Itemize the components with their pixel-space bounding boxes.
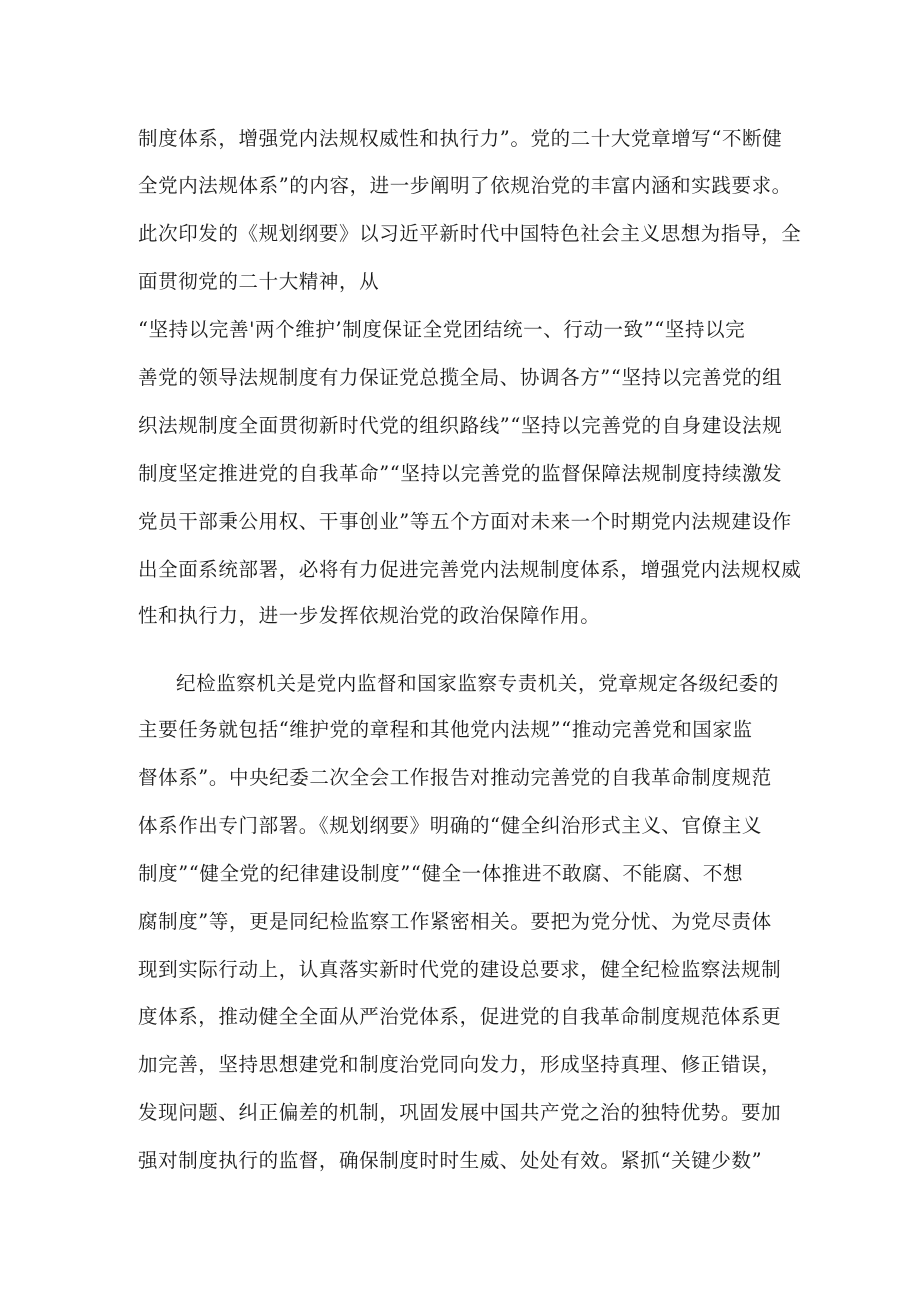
paragraph-line: 腐制度”等，更是同纪检监察工作紧密相关。要把为党分忧、为党尽责体 bbox=[138, 910, 772, 933]
paragraph-line: 督体系”。中央纪委二次全会工作报告对推动完善党的自我革命制度规范 bbox=[138, 766, 772, 789]
paragraph-line: 纪检监察机关是党内监督和国家监察专责机关，党章规定各级纪委的 bbox=[176, 672, 780, 695]
paragraph-line: 度体系，推动健全全面从严治党体系，促进党的自我革命制度规范体系更 bbox=[138, 1005, 782, 1028]
paragraph-line: 主要任务就包括“维护党的章程和其他党内法规”“推动完善党和国家监 bbox=[138, 718, 753, 741]
paragraph-line: 此次印发的《规划纲要》以习近平新时代中国特色社会主义思想为指导，全 bbox=[138, 222, 802, 245]
paragraph-line: 加完善，坚持思想建党和制度治党同向发力，形成坚持真理、修正错误， bbox=[138, 1053, 782, 1076]
paragraph-line: 制度”“健全党的纪律建设制度”“健全一体推进不敢腐、不能腐、不想 bbox=[138, 862, 744, 885]
paragraph-line: 织法规制度全面贯彻新时代党的组织路线”“坚持以完善党的自身建设法规 bbox=[138, 414, 783, 437]
paragraph-line: 性和执行力，进一步发挥依规治党的政治保障作用。 bbox=[138, 604, 601, 627]
paragraph-line: “坚持以完善'两个维护’制度保证全党团结统一、行动一致”“坚持以完 bbox=[138, 318, 746, 341]
paragraph-line: 全党内法规体系”的内容，进一步阐明了依规治党的丰富内涵和实践要求。 bbox=[138, 174, 792, 197]
paragraph-line: 制度体系，增强党内法规权威性和执行力”。党的二十大党章增写“不断健 bbox=[138, 127, 783, 150]
paragraph-line: 制度坚定推进党的自我革命”“坚持以完善党的监督保障法规制度持续激发 bbox=[138, 462, 783, 485]
paragraph-line: 体系作出专门部署。《规划纲要》明确的“健全纠治形式主义、官僚主义 bbox=[138, 814, 762, 837]
paragraph-line: 党员干部秉公用权、干事创业”等五个方面对未来一个时期党内法规建设作 bbox=[138, 510, 792, 533]
paragraph-line: 强对制度执行的监督，确保制度时时生威、处处有效。紧抓“关键少数” bbox=[138, 1149, 763, 1172]
paragraph-line: 面贯彻党的二十大精神，从 bbox=[138, 270, 380, 293]
paragraph-line: 出全面系统部署，必将有力促进完善党内法规制度体系，增强党内法规权威 bbox=[138, 558, 802, 581]
paragraph-line: 现到实际行动上，认真落实新时代党的建设总要求，健全纪检监察法规制 bbox=[138, 958, 782, 981]
paragraph-line: 发现问题、纠正偏差的机制，巩固发展中国共产党之治的独特优势。要加 bbox=[138, 1101, 782, 1124]
paragraph-line: 善党的领导法规制度有力保证党总揽全局、协调各方”“坚持以完善党的组 bbox=[138, 366, 783, 389]
